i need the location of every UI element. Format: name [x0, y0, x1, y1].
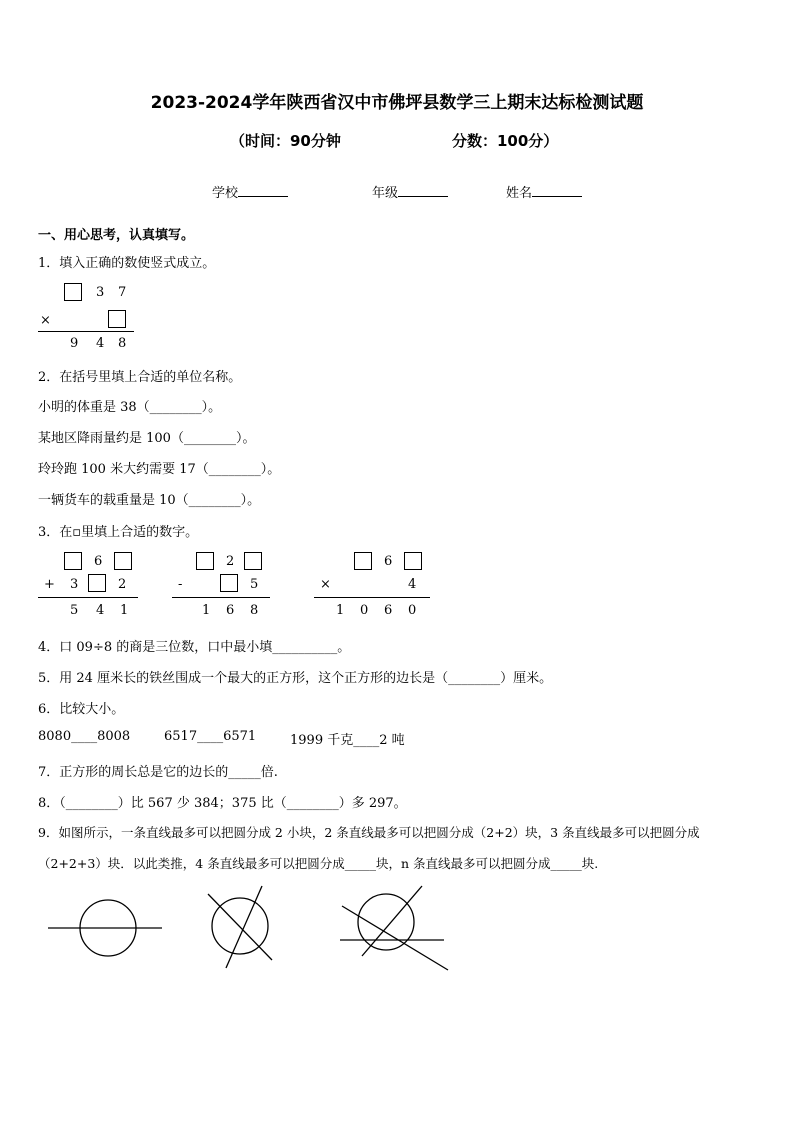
circle-one-line [48, 900, 162, 956]
answer-box[interactable] [196, 552, 214, 570]
page-title: 2023-2024学年陕西省汉中市佛坪县数学三上期末达标检测试题 [150, 93, 644, 113]
grade-field[interactable]: 年级 [372, 182, 448, 201]
answer-box[interactable] [88, 574, 106, 592]
answer-box[interactable] [64, 283, 82, 301]
question-9-line-2: （2+2+3）块．以此类推，4 条直线最多可以把圆分成_____块，n 条直线最多可以把圆分成_____块. [38, 856, 599, 871]
q6-compare-3: 1999 千克____2 吨 [290, 733, 405, 748]
q6-compare-2: 6517____6571 [164, 729, 257, 744]
question-4: 4．口 09÷8 的商是三位数，口中最小填__________。 [38, 640, 351, 655]
question-3: 3．在▫里填上合适的数字。 [38, 525, 199, 540]
question-5: 5．用 24 厘米长的铁丝围成一个最大的正方形，这个正方形的边长是（________）厘米。 [38, 671, 553, 686]
question-9-line-1: 9．如图所示，一条直线最多可以把圆分成 2 小块，2 条直线最多可以把圆分成（2+2）块，3 条直线最多可以把圆分成 [38, 825, 700, 840]
q2-line-2: 某地区降雨量约是 100（________）。 [38, 431, 256, 446]
question-7: 7．正方形的周长总是它的边长的_____倍. [38, 765, 278, 780]
answer-box[interactable] [220, 574, 238, 592]
question-1: 1．填入正确的数使竖式成立。 [38, 256, 216, 271]
circle-two-lines [208, 886, 272, 968]
exam-time: （时间：90分钟 [230, 132, 341, 150]
answer-box[interactable] [354, 552, 372, 570]
question-8: 8．（________）比 567 少 384；375 比（________）多 297。 [38, 796, 407, 811]
answer-box[interactable] [114, 552, 132, 570]
q6-compare-1: 8080____8008 [38, 729, 131, 744]
q2-line-4: 一辆货车的载重量是 10（________）。 [38, 493, 261, 508]
answer-box[interactable] [404, 552, 422, 570]
q2-line-1: 小明的体重是 38（________）。 [38, 400, 222, 415]
question-2: 2．在括号里填上合适的单位名称。 [38, 370, 242, 385]
answer-box[interactable] [108, 310, 126, 328]
q2-line-3: 玲玲跑 100 米大约需要 17（________）。 [38, 462, 281, 477]
answer-box[interactable] [64, 552, 82, 570]
answer-box[interactable] [244, 552, 262, 570]
exam-score: 分数：100分） [452, 132, 559, 150]
circle-division-figure [40, 880, 460, 980]
school-field[interactable]: 学校 [212, 182, 288, 201]
circle-three-lines [340, 886, 448, 970]
section-heading: 一、用心思考，认真填写。 [38, 228, 195, 243]
question-6: 6．比较大小。 [38, 702, 125, 717]
name-field[interactable]: 姓名 [506, 182, 582, 201]
